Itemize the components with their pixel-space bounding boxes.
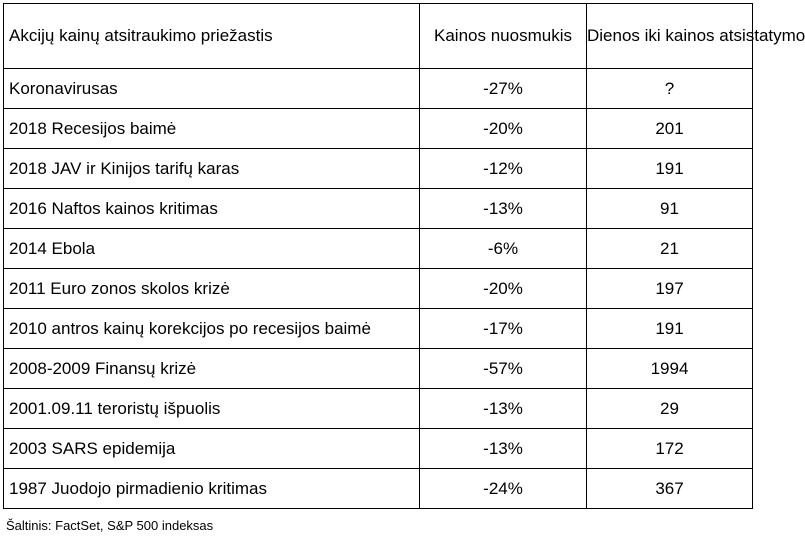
cell-price-drop: -17% bbox=[420, 309, 587, 349]
cell-cause: 2010 antros kainų korekcijos po recesijos baimė bbox=[4, 309, 420, 349]
cell-days-to-recover: 29 bbox=[587, 389, 753, 429]
cell-cause: 2008-2009 Finansų krizė bbox=[4, 349, 420, 389]
table-header-row bbox=[4, 4, 753, 69]
cell-days-to-recover: 201 bbox=[587, 109, 753, 149]
table-row bbox=[4, 309, 753, 349]
cell-days-to-recover: 367 bbox=[587, 469, 753, 509]
cell-cause: 2018 JAV ir Kinijos tarifų karas bbox=[4, 149, 420, 189]
cell-days-to-recover: 1994 bbox=[587, 349, 753, 389]
cell-days-to-recover: 191 bbox=[587, 309, 753, 349]
table-row bbox=[4, 269, 753, 309]
cell-cause: 2003 SARS epidemija bbox=[4, 429, 420, 469]
cell-price-drop: -27% bbox=[420, 69, 587, 109]
table-row bbox=[4, 189, 753, 229]
table-row bbox=[4, 389, 753, 429]
cell-price-drop: -13% bbox=[420, 429, 587, 469]
cell-cause: 2011 Euro zonos skolos krizė bbox=[4, 269, 420, 309]
cell-days-to-recover: 172 bbox=[587, 429, 753, 469]
cell-price-drop: -20% bbox=[420, 109, 587, 149]
table-row bbox=[4, 69, 753, 109]
header-days-to-recover: Dienos iki kainos atsistatymo bbox=[587, 4, 753, 69]
cell-cause: 2018 Recesijos baimė bbox=[4, 109, 420, 149]
cell-cause: 2014 Ebola bbox=[4, 229, 420, 269]
cell-price-drop: -20% bbox=[420, 269, 587, 309]
table-row bbox=[4, 109, 753, 149]
cell-price-drop: -6% bbox=[420, 229, 587, 269]
data-table-container bbox=[3, 3, 805, 509]
cell-price-drop: -57% bbox=[420, 349, 587, 389]
cell-days-to-recover: 21 bbox=[587, 229, 753, 269]
stock-pullback-table bbox=[3, 3, 805, 509]
header-cause: Akcijų kainų atsitraukimo priežastis bbox=[4, 4, 420, 69]
table-row bbox=[4, 349, 753, 389]
table-row bbox=[4, 429, 753, 469]
cell-cause: 2001.09.11 teroristų išpuolis bbox=[4, 389, 420, 429]
cell-days-to-recover: ? bbox=[587, 69, 753, 109]
source-note: Šaltinis: FactSet, S&P 500 indeksas bbox=[6, 518, 214, 533]
cell-cause: Koronavirusas bbox=[4, 69, 420, 109]
cell-price-drop: -12% bbox=[420, 149, 587, 189]
cell-days-to-recover: 91 bbox=[587, 189, 753, 229]
cell-price-drop: -13% bbox=[420, 389, 587, 429]
cell-days-to-recover: 197 bbox=[587, 269, 753, 309]
table-row bbox=[4, 469, 753, 509]
cell-cause: 2016 Naftos kainos kritimas bbox=[4, 189, 420, 229]
table-row bbox=[4, 149, 753, 189]
cell-price-drop: -13% bbox=[420, 189, 587, 229]
header-price-drop: Kainos nuosmukis bbox=[420, 4, 587, 69]
cell-days-to-recover: 191 bbox=[587, 149, 753, 189]
table-row bbox=[4, 229, 753, 269]
cell-cause: 1987 Juodojo pirmadienio kritimas bbox=[4, 469, 420, 509]
cell-price-drop: -24% bbox=[420, 469, 587, 509]
